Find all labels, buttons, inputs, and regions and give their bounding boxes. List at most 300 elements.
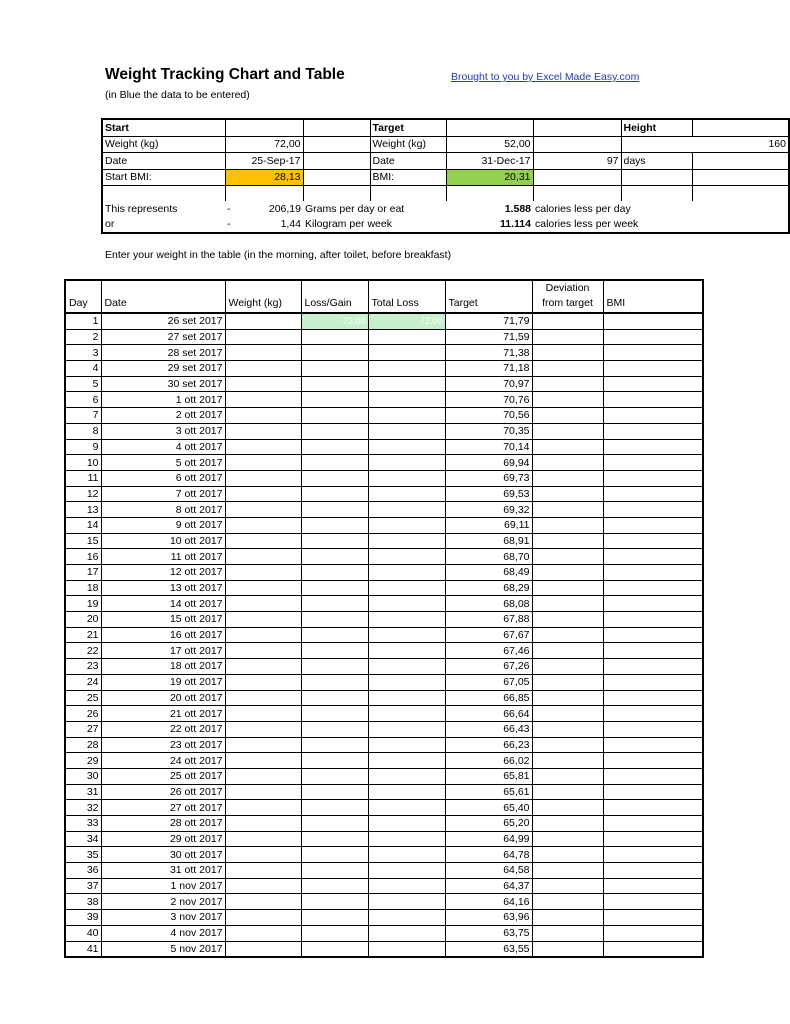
- col-header-weight: Weight (kg): [225, 280, 301, 313]
- loss-gain-cell: [301, 831, 368, 847]
- loss-gain-cell: [301, 329, 368, 345]
- bmi-cell: [603, 878, 703, 894]
- weight-input-cell[interactable]: [225, 706, 301, 722]
- loss-gain-cell: [301, 800, 368, 816]
- weight-input-cell[interactable]: [225, 596, 301, 612]
- deviation-cell: [532, 549, 603, 565]
- date-cell: 24 ott 2017: [101, 753, 225, 769]
- target-cell: 68,49: [445, 565, 532, 581]
- day-cell: 1: [65, 313, 101, 329]
- weight-input-cell[interactable]: [225, 329, 301, 345]
- deviation-cell: [532, 627, 603, 643]
- date-cell: 21 ott 2017: [101, 706, 225, 722]
- deviation-cell: [532, 941, 603, 957]
- day-cell: 18: [65, 580, 101, 596]
- weight-input-cell[interactable]: [225, 690, 301, 706]
- bmi-cell: [603, 408, 703, 424]
- total-loss-cell: [368, 455, 445, 471]
- bmi-cell: [603, 596, 703, 612]
- date-cell: 3 ott 2017: [101, 423, 225, 439]
- weight-input-cell[interactable]: [225, 768, 301, 784]
- deviation-cell: [532, 455, 603, 471]
- bmi-cell: [603, 831, 703, 847]
- weight-input-cell[interactable]: [225, 941, 301, 957]
- target-cell: 66,02: [445, 753, 532, 769]
- calories-per-week-label: calories less per week: [535, 218, 639, 231]
- weight-input-cell[interactable]: [225, 721, 301, 737]
- weight-input-cell[interactable]: [225, 910, 301, 926]
- target-cell: 63,55: [445, 941, 532, 957]
- day-cell: 15: [65, 533, 101, 549]
- start-date-label: Date: [102, 153, 225, 170]
- day-cell: 11: [65, 470, 101, 486]
- target-cell: 68,29: [445, 580, 532, 596]
- bmi-cell: [603, 517, 703, 533]
- date-cell: 2 nov 2017: [101, 894, 225, 910]
- day-cell: 39: [65, 910, 101, 926]
- weight-input-cell[interactable]: [225, 925, 301, 941]
- instruction-text: Enter your weight in the table (in the morning, after toilet, before breakfast): [105, 249, 452, 261]
- total-loss-cell: [368, 800, 445, 816]
- target-cell: 70,97: [445, 376, 532, 392]
- loss-gain-cell: [301, 565, 368, 581]
- target-cell: 70,76: [445, 392, 532, 408]
- table-row: [65, 470, 703, 486]
- deviation-cell: [532, 439, 603, 455]
- table-row: [65, 768, 703, 784]
- target-cell: 64,78: [445, 847, 532, 863]
- deviation-cell: [532, 329, 603, 345]
- bmi-cell: [603, 345, 703, 361]
- grams-per-day-value: 206,19: [268, 202, 301, 215]
- deviation-cell: [532, 816, 603, 832]
- date-cell: 5 nov 2017: [101, 941, 225, 957]
- weight-input-cell[interactable]: [225, 784, 301, 800]
- target-weight-label: Weight (kg): [370, 136, 446, 153]
- deviation-cell: [532, 361, 603, 377]
- target-cell: 70,56: [445, 408, 532, 424]
- target-cell: 64,58: [445, 863, 532, 879]
- date-cell: 29 set 2017: [101, 361, 225, 377]
- deviation-cell: [532, 392, 603, 408]
- loss-gain-cell: [301, 753, 368, 769]
- weight-input-cell[interactable]: [225, 863, 301, 879]
- bmi-cell: [603, 910, 703, 926]
- date-cell: 17 ott 2017: [101, 643, 225, 659]
- table-row: [65, 753, 703, 769]
- weight-input-cell[interactable]: [225, 580, 301, 596]
- date-cell: 5 ott 2017: [101, 455, 225, 471]
- loss-gain-cell: [301, 768, 368, 784]
- target-cell: 70,14: [445, 439, 532, 455]
- height-value[interactable]: 160: [692, 136, 789, 153]
- deviation-cell: [532, 486, 603, 502]
- loss-gain-cell: [301, 674, 368, 690]
- loss-gain-cell: [301, 502, 368, 518]
- weight-input-cell[interactable]: [225, 455, 301, 471]
- table-row: [65, 376, 703, 392]
- loss-gain-cell: [301, 345, 368, 361]
- table-row: [65, 941, 703, 957]
- date-cell: 2 ott 2017: [101, 408, 225, 424]
- weight-input-cell[interactable]: [225, 517, 301, 533]
- day-cell: 40: [65, 925, 101, 941]
- deviation-cell: [532, 894, 603, 910]
- deviation-cell: [532, 768, 603, 784]
- table-row: [65, 627, 703, 643]
- bmi-cell: [603, 313, 703, 329]
- total-loss-cell: [368, 721, 445, 737]
- table-row: [65, 392, 703, 408]
- target-cell: 64,37: [445, 878, 532, 894]
- target-cell: 66,64: [445, 706, 532, 722]
- weight-log-table: [64, 279, 704, 958]
- bmi-cell: [603, 329, 703, 345]
- deviation-cell: [532, 706, 603, 722]
- bmi-cell: [603, 768, 703, 784]
- target-cell: 66,23: [445, 737, 532, 753]
- date-cell: 8 ott 2017: [101, 502, 225, 518]
- page-title: Weight Tracking Chart and Table: [105, 66, 345, 83]
- target-cell: 68,70: [445, 549, 532, 565]
- grams-per-day-label: Grams per day or eat: [305, 202, 405, 215]
- total-loss-cell: [368, 533, 445, 549]
- total-loss-cell: [368, 910, 445, 926]
- weight-input-cell[interactable]: [225, 831, 301, 847]
- total-loss-cell: [368, 361, 445, 377]
- loss-gain-cell: [301, 847, 368, 863]
- start-date-value[interactable]: 25-Sep-17: [225, 153, 303, 170]
- date-cell: 22 ott 2017: [101, 721, 225, 737]
- weight-input-cell[interactable]: [225, 423, 301, 439]
- excel-made-easy-link[interactable]: Brought to you by Excel Made Easy.com: [451, 71, 640, 83]
- loss-gain-cell: [301, 408, 368, 424]
- days-value: 97: [533, 153, 621, 170]
- table-row: [65, 784, 703, 800]
- day-cell: 6: [65, 392, 101, 408]
- bmi-cell: [603, 392, 703, 408]
- bmi-cell: [603, 690, 703, 706]
- day-cell: 27: [65, 721, 101, 737]
- weight-input-cell[interactable]: [225, 627, 301, 643]
- day-cell: 3: [65, 345, 101, 361]
- table-row: [65, 517, 703, 533]
- date-cell: 1 nov 2017: [101, 878, 225, 894]
- total-loss-cell: [368, 549, 445, 565]
- target-cell: 65,61: [445, 784, 532, 800]
- weight-input-cell[interactable]: [225, 847, 301, 863]
- table-row: [65, 423, 703, 439]
- day-cell: 24: [65, 674, 101, 690]
- target-cell: 66,43: [445, 721, 532, 737]
- date-cell: 30 set 2017: [101, 376, 225, 392]
- date-cell: 30 ott 2017: [101, 847, 225, 863]
- days-label: days: [621, 153, 692, 170]
- total-loss-cell: [368, 941, 445, 957]
- bmi-cell: [603, 816, 703, 832]
- loss-gain-cell: [301, 878, 368, 894]
- loss-gain-cell: [301, 439, 368, 455]
- start-weight-label: Weight (kg): [102, 136, 225, 153]
- date-cell: 26 ott 2017: [101, 784, 225, 800]
- table-row: [65, 549, 703, 565]
- day-cell: 12: [65, 486, 101, 502]
- day-cell: 19: [65, 596, 101, 612]
- target-cell: 69,53: [445, 486, 532, 502]
- weight-input-cell[interactable]: [225, 313, 301, 329]
- bmi-cell: [603, 753, 703, 769]
- table-row: [65, 361, 703, 377]
- day-cell: 20: [65, 612, 101, 628]
- weight-input-cell[interactable]: [225, 565, 301, 581]
- date-cell: 18 ott 2017: [101, 659, 225, 675]
- weight-input-cell[interactable]: [225, 502, 301, 518]
- loss-gain-cell: [301, 659, 368, 675]
- bmi-cell: [603, 376, 703, 392]
- col-header-day: Day: [65, 280, 101, 313]
- total-loss-cell: [368, 408, 445, 424]
- table-row: [65, 690, 703, 706]
- date-cell: 10 ott 2017: [101, 533, 225, 549]
- col-header-date: Date: [101, 280, 225, 313]
- target-cell: 69,32: [445, 502, 532, 518]
- weight-input-cell[interactable]: [225, 408, 301, 424]
- total-loss-cell: [368, 392, 445, 408]
- target-cell: 71,59: [445, 329, 532, 345]
- loss-gain-cell: [301, 737, 368, 753]
- target-cell: 69,11: [445, 517, 532, 533]
- weight-input-cell[interactable]: [225, 753, 301, 769]
- represents-dash: -: [227, 202, 231, 215]
- deviation-cell: [532, 517, 603, 533]
- height-header: Height: [621, 119, 692, 136]
- total-loss-cell: [368, 847, 445, 863]
- loss-gain-cell: [301, 910, 368, 926]
- summary-table: [101, 118, 790, 234]
- loss-gain-cell: [301, 580, 368, 596]
- target-cell: 68,91: [445, 533, 532, 549]
- total-loss-cell: [368, 753, 445, 769]
- weight-input-cell[interactable]: [225, 737, 301, 753]
- table-row: [65, 596, 703, 612]
- deviation-cell: [532, 925, 603, 941]
- deviation-cell: [532, 533, 603, 549]
- loss-gain-cell: [301, 941, 368, 957]
- day-cell: 29: [65, 753, 101, 769]
- date-cell: 27 set 2017: [101, 329, 225, 345]
- target-cell: 71,18: [445, 361, 532, 377]
- table-row: [65, 643, 703, 659]
- day-cell: 13: [65, 502, 101, 518]
- weight-input-cell[interactable]: [225, 643, 301, 659]
- weight-input-cell[interactable]: [225, 612, 301, 628]
- weight-input-cell[interactable]: [225, 392, 301, 408]
- total-loss-cell: [368, 502, 445, 518]
- day-cell: 22: [65, 643, 101, 659]
- day-cell: 9: [65, 439, 101, 455]
- total-loss-cell: [368, 470, 445, 486]
- target-bmi-value: 20,31: [446, 169, 533, 186]
- bmi-cell: [603, 455, 703, 471]
- bmi-cell: [603, 894, 703, 910]
- deviation-cell: [532, 423, 603, 439]
- target-cell: 65,20: [445, 816, 532, 832]
- day-cell: 32: [65, 800, 101, 816]
- table-row: [65, 345, 703, 361]
- weight-input-cell[interactable]: [225, 533, 301, 549]
- deviation-cell: [532, 565, 603, 581]
- weight-input-cell[interactable]: [225, 470, 301, 486]
- date-cell: 23 ott 2017: [101, 737, 225, 753]
- deviation-cell: [532, 502, 603, 518]
- total-loss-cell: -72,00: [368, 313, 445, 329]
- table-row: [65, 847, 703, 863]
- bmi-cell: [603, 643, 703, 659]
- weight-input-cell[interactable]: [225, 800, 301, 816]
- table-row: [65, 612, 703, 628]
- start-weight-value[interactable]: 72,00: [225, 136, 303, 153]
- loss-gain-cell: [301, 627, 368, 643]
- bmi-cell: [603, 737, 703, 753]
- table-row: [65, 659, 703, 675]
- total-loss-cell: [368, 565, 445, 581]
- weight-input-cell[interactable]: [225, 439, 301, 455]
- weight-input-cell[interactable]: [225, 376, 301, 392]
- day-cell: 34: [65, 831, 101, 847]
- date-cell: 7 ott 2017: [101, 486, 225, 502]
- deviation-cell: [532, 313, 603, 329]
- target-header: Target: [370, 119, 446, 136]
- target-cell: 69,73: [445, 470, 532, 486]
- loss-gain-cell: [301, 361, 368, 377]
- deviation-cell: [532, 408, 603, 424]
- deviation-cell: [532, 753, 603, 769]
- total-loss-cell: [368, 596, 445, 612]
- day-cell: 37: [65, 878, 101, 894]
- target-cell: 65,40: [445, 800, 532, 816]
- bmi-cell: [603, 674, 703, 690]
- loss-gain-cell: [301, 894, 368, 910]
- total-loss-cell: [368, 643, 445, 659]
- page-subtitle: (in Blue the data to be entered): [105, 89, 250, 101]
- target-cell: 65,81: [445, 768, 532, 784]
- total-loss-cell: [368, 831, 445, 847]
- loss-gain-cell: [301, 596, 368, 612]
- bmi-cell: [603, 502, 703, 518]
- target-cell: 64,16: [445, 894, 532, 910]
- kg-per-week-label: Kilogram per week: [305, 218, 392, 231]
- bmi-cell: [603, 925, 703, 941]
- table-row: [65, 706, 703, 722]
- bmi-cell: [603, 800, 703, 816]
- table-row: [65, 565, 703, 581]
- total-loss-cell: [368, 768, 445, 784]
- bmi-cell: [603, 470, 703, 486]
- weight-input-cell[interactable]: [225, 659, 301, 675]
- weight-input-cell[interactable]: [225, 361, 301, 377]
- bmi-cell: [603, 784, 703, 800]
- total-loss-cell: [368, 674, 445, 690]
- day-cell: 30: [65, 768, 101, 784]
- deviation-cell: [532, 863, 603, 879]
- or-dash: -: [227, 218, 231, 231]
- bmi-cell: [603, 549, 703, 565]
- target-cell: 66,85: [445, 690, 532, 706]
- loss-gain-cell: [301, 784, 368, 800]
- table-row: [65, 831, 703, 847]
- weight-input-cell[interactable]: [225, 486, 301, 502]
- date-cell: 20 ott 2017: [101, 690, 225, 706]
- weight-input-cell[interactable]: [225, 674, 301, 690]
- loss-gain-cell: [301, 376, 368, 392]
- loss-gain-cell: [301, 706, 368, 722]
- loss-gain-cell: [301, 470, 368, 486]
- weight-input-cell[interactable]: [225, 878, 301, 894]
- day-cell: 5: [65, 376, 101, 392]
- weight-input-cell[interactable]: [225, 549, 301, 565]
- table-row: [65, 486, 703, 502]
- table-row: [65, 533, 703, 549]
- table-row: [65, 502, 703, 518]
- total-loss-cell: [368, 894, 445, 910]
- loss-gain-cell: [301, 925, 368, 941]
- deviation-cell: [532, 737, 603, 753]
- bmi-cell: [603, 612, 703, 628]
- target-date-value[interactable]: 31-Dec-17: [446, 153, 533, 170]
- table-row: [65, 329, 703, 345]
- calories-per-day-value: 1.588: [504, 202, 531, 215]
- bmi-cell: [603, 627, 703, 643]
- total-loss-cell: [368, 612, 445, 628]
- table-row: [65, 580, 703, 596]
- weight-input-cell[interactable]: [225, 894, 301, 910]
- loss-gain-cell: [301, 690, 368, 706]
- target-weight-value[interactable]: 52,00: [446, 136, 533, 153]
- date-cell: 28 set 2017: [101, 345, 225, 361]
- loss-gain-cell: [301, 517, 368, 533]
- deviation-cell: [532, 580, 603, 596]
- loss-gain-cell: [301, 643, 368, 659]
- table-row: [65, 925, 703, 941]
- total-loss-cell: [368, 345, 445, 361]
- total-loss-cell: [368, 439, 445, 455]
- weight-input-cell[interactable]: [225, 345, 301, 361]
- date-cell: 11 ott 2017: [101, 549, 225, 565]
- target-cell: 71,79: [445, 313, 532, 329]
- start-bmi-label: Start BMI:: [102, 169, 225, 186]
- deviation-cell: [532, 612, 603, 628]
- table-row: [65, 800, 703, 816]
- table-row: [65, 894, 703, 910]
- weight-input-cell[interactable]: [225, 816, 301, 832]
- start-bmi-value: 28,13: [225, 169, 303, 186]
- total-loss-cell: [368, 329, 445, 345]
- date-cell: 25 ott 2017: [101, 768, 225, 784]
- deviation-cell: [532, 596, 603, 612]
- total-loss-cell: [368, 517, 445, 533]
- date-cell: 15 ott 2017: [101, 612, 225, 628]
- loss-gain-cell: [301, 721, 368, 737]
- day-cell: 33: [65, 816, 101, 832]
- loss-gain-cell: [301, 423, 368, 439]
- target-cell: 67,26: [445, 659, 532, 675]
- deviation-cell: [532, 659, 603, 675]
- target-cell: 68,08: [445, 596, 532, 612]
- table-row: [65, 737, 703, 753]
- total-loss-cell: [368, 690, 445, 706]
- loss-gain-cell: [301, 863, 368, 879]
- day-cell: 10: [65, 455, 101, 471]
